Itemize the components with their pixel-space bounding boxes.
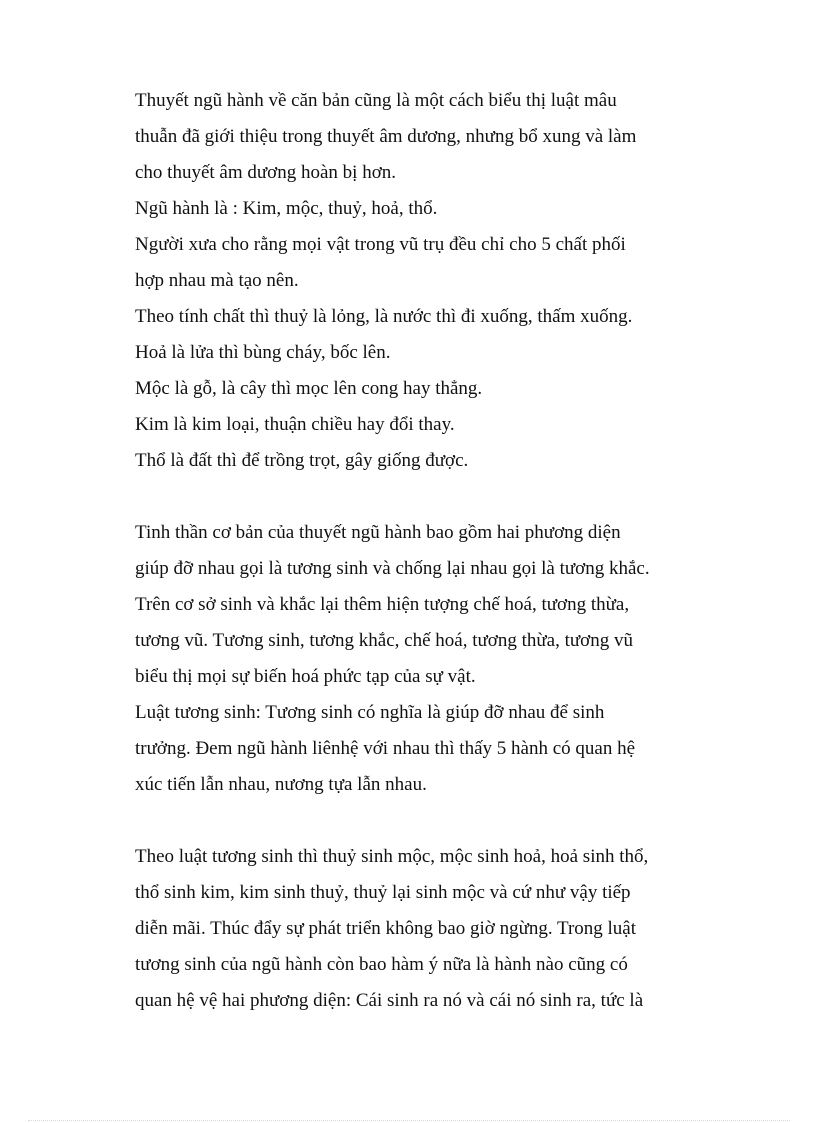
text-line: diễn mãi. Thúc đẩy sự phát triển không bao giờ ngừng. Trong luật xyxy=(135,918,637,939)
text-line: thổ sinh kim, kim sinh thuỷ, thuỷ lại sinh mộc và cứ như vậy tiếp xyxy=(135,882,631,903)
text-line: biểu thị mọi sự biến hoá phức tạp của sự vật. xyxy=(135,666,476,687)
text-line: trưởng. Đem ngũ hành liênhệ với nhau thì thấy 5 hành có quan hệ xyxy=(135,738,636,759)
text-line: xúc tiến lẫn nhau, nương tựa lẫn nhau. xyxy=(135,774,427,795)
paragraph-spacer xyxy=(135,803,735,839)
text-line: Thổ là đất thì để trồng trọt, gây giống được. xyxy=(135,450,469,471)
document-body xyxy=(135,83,735,1019)
text-line: Thuyết ngũ hành về căn bản cũng là một cách biểu thị luật mâu xyxy=(135,90,617,111)
text-line: cho thuyết âm dương hoàn bị hơn. xyxy=(135,162,396,183)
text-line: Hoả là lửa thì bùng cháy, bốc lên. xyxy=(135,342,391,363)
text-line: thuẫn đã giới thiệu trong thuyết âm dương, nhưng bổ xung và làm xyxy=(135,126,637,147)
text-line: Theo luật tương sinh thì thuỷ sinh mộc, mộc sinh hoả, hoả sinh thổ, xyxy=(135,846,649,867)
text-line: Ngũ hành là : Kim, mộc, thuỷ, hoả, thổ. xyxy=(135,198,438,219)
text-line: Kim là kim loại, thuận chiều hay đổi thay. xyxy=(135,414,455,435)
text-line: Trên cơ sở sinh và khắc lại thêm hiện tượng chế hoá, tương thừa, xyxy=(135,594,630,615)
text-line: quan hệ vệ hai phương diện: Cái sinh ra nó và cái nó sinh ra, tức là xyxy=(135,990,644,1011)
paragraph-spacer xyxy=(135,479,735,515)
text-line: hợp nhau mà tạo nên. xyxy=(135,270,299,291)
text-line: Mộc là gỗ, là cây thì mọc lên cong hay thẳng. xyxy=(135,378,483,399)
text-line: giúp đỡ nhau gọi là tương sinh và chống lại nhau gọi là tương khắc. xyxy=(135,558,650,579)
text-line: Theo tính chất thì thuỷ là lỏng, là nước thì đi xuống, thấm xuống. xyxy=(135,306,633,327)
page-bottom-rule xyxy=(28,1120,790,1121)
text-line: tương vũ. Tương sinh, tương khắc, chế hoá, tương thừa, tương vũ xyxy=(135,630,633,651)
text-line: Luật tương sinh: Tương sinh có nghĩa là giúp đỡ nhau để sinh xyxy=(135,702,605,723)
text-line: tương sinh của ngũ hành còn bao hàm ý nữa là hành nào cũng có xyxy=(135,954,628,975)
text-line: Tinh thần cơ bản của thuyết ngũ hành bao gồm hai phương diện xyxy=(135,522,621,543)
text-line: Người xưa cho rằng mọi vật trong vũ trụ đều chỉ cho 5 chất phối xyxy=(135,234,626,255)
